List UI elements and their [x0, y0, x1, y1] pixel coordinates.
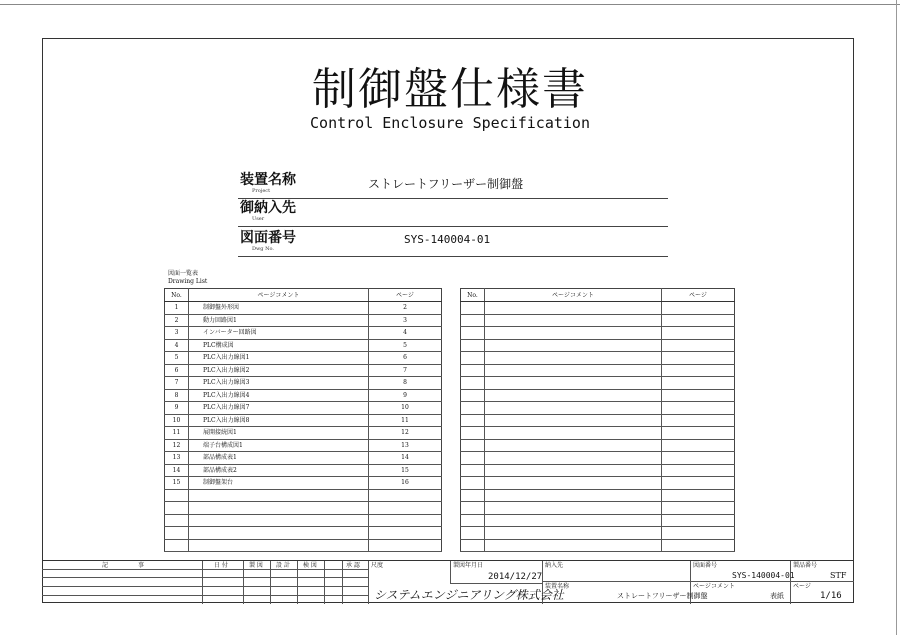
drawing-list-table-continued [460, 288, 735, 552]
empty-cell [485, 452, 662, 465]
empty-cell [461, 539, 485, 552]
cell-page: 3 [369, 314, 442, 327]
table-row [461, 427, 735, 440]
table-row [165, 377, 442, 390]
info-label: 図面番号 [240, 230, 296, 246]
cell-page: 11 [369, 414, 442, 427]
empty-cell [662, 414, 735, 427]
empty-cell [461, 452, 485, 465]
drawing-list-label [168, 270, 207, 286]
header-comment: ページコメント [485, 289, 662, 302]
cell-comment [189, 489, 369, 502]
title-block [42, 560, 854, 604]
table-row [461, 477, 735, 490]
table-row [461, 452, 735, 465]
cell-no [165, 527, 189, 540]
page-comment-label: ページコメント [693, 583, 735, 590]
cell-comment: PLC入出力線図1 [189, 352, 369, 365]
scan-edge-top [0, 4, 900, 5]
empty-cell [485, 352, 662, 365]
cell-no: 14 [165, 464, 189, 477]
table-row [165, 414, 442, 427]
cell-page: 6 [369, 352, 442, 365]
empty-cell [461, 439, 485, 452]
table-header-row [461, 289, 735, 302]
empty-cell [662, 452, 735, 465]
table-row [165, 489, 442, 502]
empty-cell [485, 402, 662, 415]
cell-comment: PLC入出力線図3 [189, 377, 369, 390]
cell-no: 15 [165, 477, 189, 490]
empty-cell [461, 302, 485, 315]
empty-cell [485, 414, 662, 427]
dwg-no-label: 図面番号 [693, 562, 718, 569]
cell-page: 14 [369, 452, 442, 465]
table-row [461, 539, 735, 552]
empty-cell [662, 439, 735, 452]
empty-cell [461, 477, 485, 490]
cell-no: 4 [165, 339, 189, 352]
cell-page: 2 [369, 302, 442, 315]
table-row [461, 389, 735, 402]
cell-no: 6 [165, 364, 189, 377]
cell-comment: 制御盤架台 [189, 477, 369, 490]
cell-comment: PLC構成図 [189, 339, 369, 352]
cell-no [165, 502, 189, 515]
table-row [461, 364, 735, 377]
table-row [165, 302, 442, 315]
empty-cell [485, 439, 662, 452]
table-row [461, 464, 735, 477]
table-row [165, 477, 442, 490]
cell-comment: 展開接続図1 [189, 427, 369, 440]
cell-comment: 動力回路図1 [189, 314, 369, 327]
table-row [165, 464, 442, 477]
project-name: ストレートフリーザー制御盤 [617, 592, 708, 600]
empty-cell [485, 539, 662, 552]
info-sublabel: Project [252, 188, 271, 194]
cell-comment [189, 539, 369, 552]
drawing-list-table [164, 288, 442, 552]
table-row [461, 514, 735, 527]
empty-cell [485, 364, 662, 377]
info-label: 御納入先 [240, 200, 296, 216]
empty-cell [662, 514, 735, 527]
empty-cell [662, 539, 735, 552]
empty-cell [461, 352, 485, 365]
table-row [461, 377, 735, 390]
cell-no: 12 [165, 439, 189, 452]
header-page: ページ [662, 289, 735, 302]
empty-cell [662, 402, 735, 415]
cell-no: 10 [165, 414, 189, 427]
empty-cell [662, 477, 735, 490]
rev-header-design: 設 計 [276, 562, 290, 569]
empty-cell [461, 314, 485, 327]
table-row [165, 514, 442, 527]
empty-cell [662, 427, 735, 440]
date-label: 製図年月日 [453, 562, 484, 569]
empty-cell [461, 427, 485, 440]
dwg-no: SYS-140004-01 [732, 571, 795, 580]
cell-no: 2 [165, 314, 189, 327]
empty-cell [461, 502, 485, 515]
empty-cell [461, 377, 485, 390]
table-row [165, 389, 442, 402]
table-row [461, 302, 735, 315]
empty-cell [461, 489, 485, 502]
empty-cell [662, 314, 735, 327]
product-no: STF [830, 571, 847, 580]
empty-cell [662, 302, 735, 315]
header-comment: ページコメント [189, 289, 369, 302]
cell-comment [189, 502, 369, 515]
empty-cell [662, 389, 735, 402]
table-row [165, 364, 442, 377]
company-name: システムエンジニアリング株式会社 [374, 588, 564, 602]
cell-page: 12 [369, 427, 442, 440]
page-number: 1/16 [820, 591, 842, 601]
cell-page: 10 [369, 402, 442, 415]
cell-no [165, 514, 189, 527]
empty-cell [662, 502, 735, 515]
cell-comment [189, 514, 369, 527]
empty-cell [485, 527, 662, 540]
empty-cell [485, 339, 662, 352]
cell-no: 11 [165, 427, 189, 440]
table-row [461, 402, 735, 415]
rev-header-ki: 記 [102, 562, 109, 569]
info-row-dwg-no [238, 226, 668, 257]
cell-comment: PLC入出力線図8 [189, 414, 369, 427]
cell-page [369, 527, 442, 540]
table-row [165, 527, 442, 540]
cell-comment [189, 527, 369, 540]
info-row-user [238, 196, 668, 227]
cell-page [369, 502, 442, 515]
page-comment: 表紙 [770, 592, 784, 600]
empty-cell [461, 414, 485, 427]
cell-no: 3 [165, 327, 189, 340]
empty-cell [662, 339, 735, 352]
scale-label: 尺度 [371, 562, 384, 569]
cell-no: 1 [165, 302, 189, 315]
cell-page [369, 539, 442, 552]
table-row [461, 414, 735, 427]
table-row [165, 452, 442, 465]
cell-comment: 制御盤外形図 [189, 302, 369, 315]
document-subtitle: Control Enclosure Specification [310, 114, 590, 132]
cell-page: 15 [369, 464, 442, 477]
empty-cell [485, 389, 662, 402]
info-row-project [238, 168, 668, 199]
header-page: ページ [369, 289, 442, 302]
cell-page: 16 [369, 477, 442, 490]
info-label: 装置名称 [240, 172, 296, 188]
empty-cell [485, 302, 662, 315]
table-row [461, 339, 735, 352]
table-row [461, 352, 735, 365]
drawing-list-label-ja: 図面一覧表 [168, 270, 199, 277]
cell-no: 8 [165, 389, 189, 402]
empty-cell [461, 402, 485, 415]
rev-header-drawn: 製 図 [249, 562, 263, 569]
cell-no: 7 [165, 377, 189, 390]
table-row [461, 439, 735, 452]
empty-cell [485, 489, 662, 502]
cell-no: 9 [165, 402, 189, 415]
cell-comment: 部品構成表2 [189, 464, 369, 477]
table-row [461, 314, 735, 327]
empty-cell [461, 527, 485, 540]
empty-cell [461, 339, 485, 352]
table-row [165, 352, 442, 365]
table-row [165, 439, 442, 452]
table-row [165, 314, 442, 327]
empty-cell [461, 389, 485, 402]
table-row [165, 427, 442, 440]
cell-comment: PLC入出力線図2 [189, 364, 369, 377]
cell-comment: PLC入出力線図4 [189, 389, 369, 402]
empty-cell [662, 377, 735, 390]
empty-cell [485, 327, 662, 340]
document-title: 制御盤仕様書 [312, 64, 588, 115]
info-value: ストレートフリーザー制御盤 [368, 177, 524, 191]
table-row [165, 327, 442, 340]
cell-no [165, 489, 189, 502]
empty-cell [485, 502, 662, 515]
info-value: SYS-140004-01 [404, 233, 491, 246]
cell-no: 5 [165, 352, 189, 365]
cell-comment: 端子台構成図1 [189, 439, 369, 452]
info-sublabel: User [252, 216, 265, 222]
cell-page: 9 [369, 389, 442, 402]
rev-header-checked: 検 図 [303, 562, 317, 569]
empty-cell [485, 514, 662, 527]
customer-label: 納入先 [545, 562, 564, 569]
empty-cell [461, 327, 485, 340]
rev-header-ji: 事 [138, 562, 145, 569]
empty-cell [662, 327, 735, 340]
cell-no [165, 539, 189, 552]
empty-cell [461, 514, 485, 527]
cell-page: 5 [369, 339, 442, 352]
header-no: No. [165, 289, 189, 302]
table-row [165, 502, 442, 515]
table-row [461, 527, 735, 540]
cell-page: 4 [369, 327, 442, 340]
empty-cell [485, 427, 662, 440]
empty-cell [485, 464, 662, 477]
empty-cell [662, 352, 735, 365]
empty-cell [662, 527, 735, 540]
product-no-label: 製品番号 [793, 562, 818, 569]
cell-page: 7 [369, 364, 442, 377]
table-row [165, 339, 442, 352]
rev-header-date: 日 付 [214, 562, 228, 569]
project-label: 装置名称 [545, 583, 570, 590]
cell-no: 13 [165, 452, 189, 465]
table-row [165, 402, 442, 415]
cell-page [369, 514, 442, 527]
empty-cell [461, 464, 485, 477]
empty-cell [662, 489, 735, 502]
header-no: No. [461, 289, 485, 302]
cell-comment: 部品構成表1 [189, 452, 369, 465]
rev-header-approved: 承 認 [346, 562, 360, 569]
cell-page: 13 [369, 439, 442, 452]
cell-comment: PLC入出力線図7 [189, 402, 369, 415]
cell-page: 8 [369, 377, 442, 390]
cell-page [369, 489, 442, 502]
cell-comment: インバーター回路図 [189, 327, 369, 340]
empty-cell [461, 364, 485, 377]
empty-cell [485, 377, 662, 390]
table-row [165, 539, 442, 552]
empty-cell [485, 314, 662, 327]
empty-cell [485, 477, 662, 490]
table-header-row [165, 289, 442, 302]
info-sublabel: Dwg No. [252, 246, 274, 252]
table-row [461, 489, 735, 502]
table-row [461, 327, 735, 340]
empty-cell [662, 364, 735, 377]
empty-cell [662, 464, 735, 477]
drawing-date: 2014/12/27 [488, 572, 543, 582]
drawing-list-label-en: Drawing List [168, 278, 208, 285]
page-label: ページ [793, 583, 811, 590]
table-row [461, 502, 735, 515]
